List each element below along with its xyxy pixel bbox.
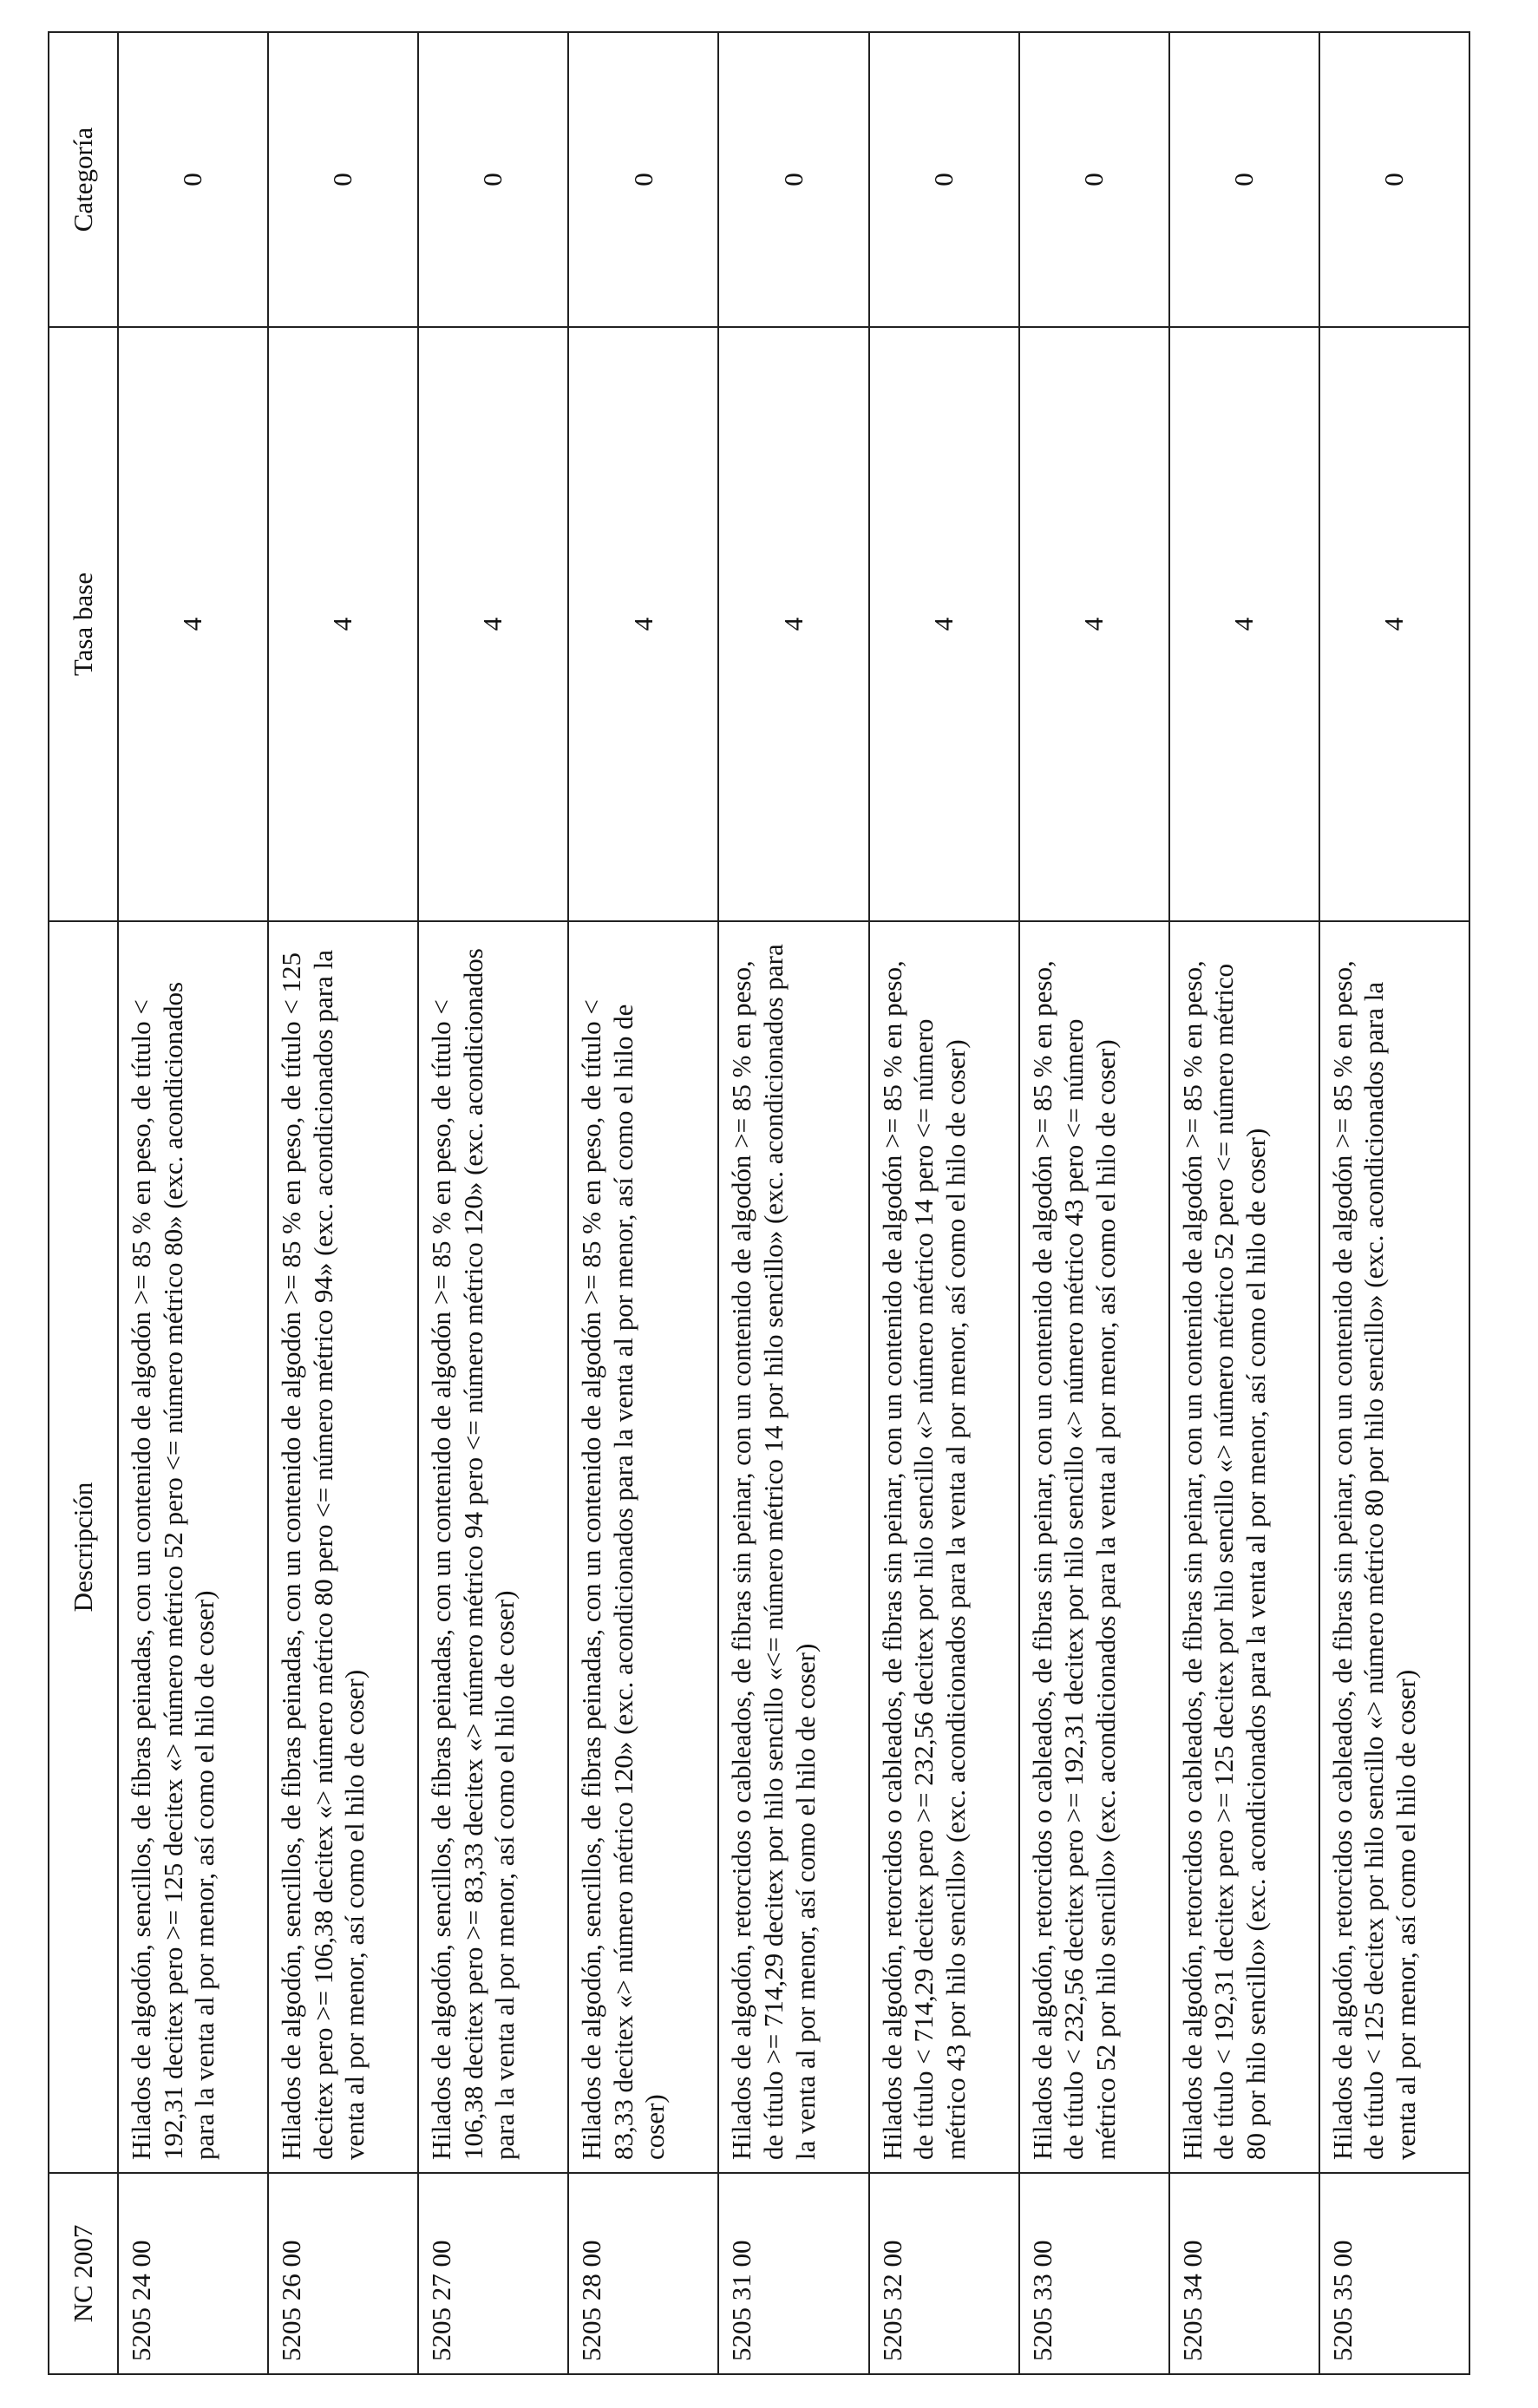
cell-description: Hilados de algodón, retorcidos o cableados, de fibras sin peinar, con un contenido de algodón >= 85 % en peso, de título < 232,56 decitex pero >= 192,31 decitex por hilo sencillo «> número métrico 43 pero <= número métrico 52 por hilo sencillo» (exc. acondicionados para la venta al por menor, así como el hilo de coser) xyxy=(1019,921,1169,2173)
cell-rate: 4 xyxy=(268,327,418,921)
cell-code: 5205 28 00 xyxy=(568,2173,718,2374)
header-categoria: Categoría xyxy=(49,32,118,327)
table-row xyxy=(418,32,568,2374)
cell-category: 0 xyxy=(118,32,268,327)
cell-category: 0 xyxy=(718,32,868,327)
cell-code: 5205 31 00 xyxy=(718,2173,868,2374)
cell-rate: 4 xyxy=(1019,327,1169,921)
cell-description: Hilados de algodón, sencillos, de fibras peinadas, con un contenido de algodón >= 85 % en peso, de título < 125 decitex pero >= 106,38 decitex «> número métrico 80 pero <= número métrico 94» (exc. acondicionados para la venta al por menor, así como el hilo de coser) xyxy=(268,921,418,2173)
cell-code: 5205 24 00 xyxy=(118,2173,268,2374)
cell-code: 5205 35 00 xyxy=(1319,2173,1469,2374)
cell-code: 5205 26 00 xyxy=(268,2173,418,2374)
cell-rate: 4 xyxy=(568,327,718,921)
table-header xyxy=(49,32,118,2374)
cell-description: Hilados de algodón, retorcidos o cableados, de fibras sin peinar, con un contenido de algodón >= 85 % en peso, de título < 192,31 decitex pero >= 125 decitex por hilo sencillo «> número métrico 52 pero <= número métrico 80 por hilo sencillo» (exc. acondicionados para la venta al por menor, así como el hilo de coser) xyxy=(1169,921,1319,2173)
header-descripcion: Descripción xyxy=(49,921,118,2173)
cell-category: 0 xyxy=(1169,32,1319,327)
cell-rate: 4 xyxy=(1169,327,1319,921)
cell-code: 5205 34 00 xyxy=(1169,2173,1319,2374)
tariff-table xyxy=(48,31,1470,2375)
header-row xyxy=(49,32,118,2374)
cell-category: 0 xyxy=(568,32,718,327)
cell-category: 0 xyxy=(268,32,418,327)
cell-description: Hilados de algodón, sencillos, de fibras peinadas, con un contenido de algodón >= 85 % en peso, de título < 83,33 decitex «> número métrico 120» (exc. acondicionados para la venta al por menor, así como el hilo de coser) xyxy=(568,921,718,2173)
cell-rate: 4 xyxy=(869,327,1019,921)
cell-description: Hilados de algodón, retorcidos o cableados, de fibras sin peinar, con un contenido de algodón >= 85 % en peso, de título < 125 decitex por hilo sencillo «> número métrico 80 por hilo sencillo» (exc. acondicionados para la venta al por menor, así como el hilo de coser) xyxy=(1319,921,1469,2173)
cell-category: 0 xyxy=(418,32,568,327)
cell-rate: 4 xyxy=(418,327,568,921)
table-row xyxy=(1019,32,1169,2374)
header-tasa-base: Tasa base xyxy=(49,327,118,921)
cell-category: 0 xyxy=(869,32,1019,327)
table-row xyxy=(1319,32,1469,2374)
cell-category: 0 xyxy=(1319,32,1469,327)
table-row xyxy=(568,32,718,2374)
table-row xyxy=(268,32,418,2374)
cell-description: Hilados de algodón, retorcidos o cableados, de fibras sin peinar, con un contenido de algodón >= 85 % en peso, de título >= 714,29 decitex por hilo sencillo «<= número métrico 14 por hilo sencillo» (exc. acondicionados para la venta al por menor, así como el hilo de coser) xyxy=(718,921,868,2173)
cell-description: Hilados de algodón, retorcidos o cableados, de fibras sin peinar, con un contenido de algodón >= 85 % en peso, de título < 714,29 decitex pero >= 232,56 decitex por hilo sencillo «> número métrico 14 pero <= número métrico 43 por hilo sencillo» (exc. acondicionados para la venta al por menor, así como el hilo de coser) xyxy=(869,921,1019,2173)
cell-code: 5205 32 00 xyxy=(869,2173,1019,2374)
cell-code: 5205 33 00 xyxy=(1019,2173,1169,2374)
cell-rate: 4 xyxy=(118,327,268,921)
cell-rate: 4 xyxy=(1319,327,1469,921)
table-row xyxy=(118,32,268,2374)
cell-description: Hilados de algodón, sencillos, de fibras peinadas, con un contenido de algodón >= 85 % en peso, de título < 106,38 decitex pero >= 83,33 decitex «> número métrico 94 pero <= número métrico 120» (exc. acondicionados para la venta al por menor, así como el hilo de coser) xyxy=(418,921,568,2173)
cell-category: 0 xyxy=(1019,32,1169,327)
rotated-table-container xyxy=(48,33,1470,2375)
cell-rate: 4 xyxy=(718,327,868,921)
cell-description: Hilados de algodón, sencillos, de fibras peinadas, con un contenido de algodón >= 85 % en peso, de título < 192,31 decitex pero >= 125 decitex «> número métrico 52 pero <= número métrico 80» (exc. acondicionados para la venta al por menor, así como el hilo de coser) xyxy=(118,921,268,2173)
table-row xyxy=(1169,32,1319,2374)
cell-code: 5205 27 00 xyxy=(418,2173,568,2374)
table-row xyxy=(718,32,868,2374)
table-body xyxy=(118,32,1469,2374)
header-nc-2007: NC 2007 xyxy=(49,2173,118,2374)
table-row xyxy=(869,32,1019,2374)
